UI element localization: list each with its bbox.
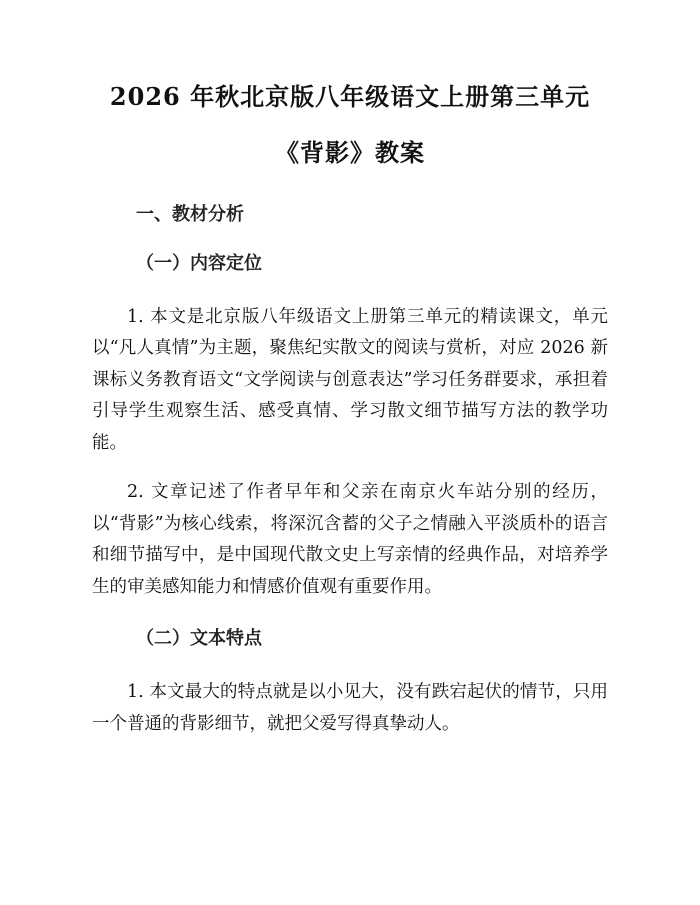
paragraph-text-features-1: 1. 本文最大的特点就是以小见大，没有跌宕起伏的情节，只用一个普通的背影细节，就把父爱写得真挚动人。 [92,682,608,734]
document-title-line1: 2026 年秋北京版八年级语文上册第三单元 [109,82,591,111]
paragraph-content-positioning-1: 1. 本文是北京版八年级语文上册第三单元的精读课文，单元以“凡人真情”为主题，聚焦纪实散文的阅读与赏析，对应 2026 新课标义务教育语文“文学阅读与创意表达”学习任务群要求，承担着引导学生观察生活、感受真情、学习散文细节描写方法的教学功能。 [92,306,608,453]
subsection-heading-text-features: （二）文本特点 [136,628,262,650]
document-title-line2: 《背影》教案 [275,137,425,167]
section-heading-textbook-analysis: 一、教材分析 [136,203,244,225]
subsection-heading-content-positioning: （一）内容定位 [136,252,262,274]
paragraph-content-positioning-2: 2. 文章记述了作者早年和父亲在南京火车站分别的经历，以“背影”为核心线索，将深沉含蓄的父子之情融入平淡质朴的语言和细节描写中，是中国现代散文史上写亲情的经典作品，对培养学生的审美感知能力和情感价值观有重要作用。 [92,482,608,597]
